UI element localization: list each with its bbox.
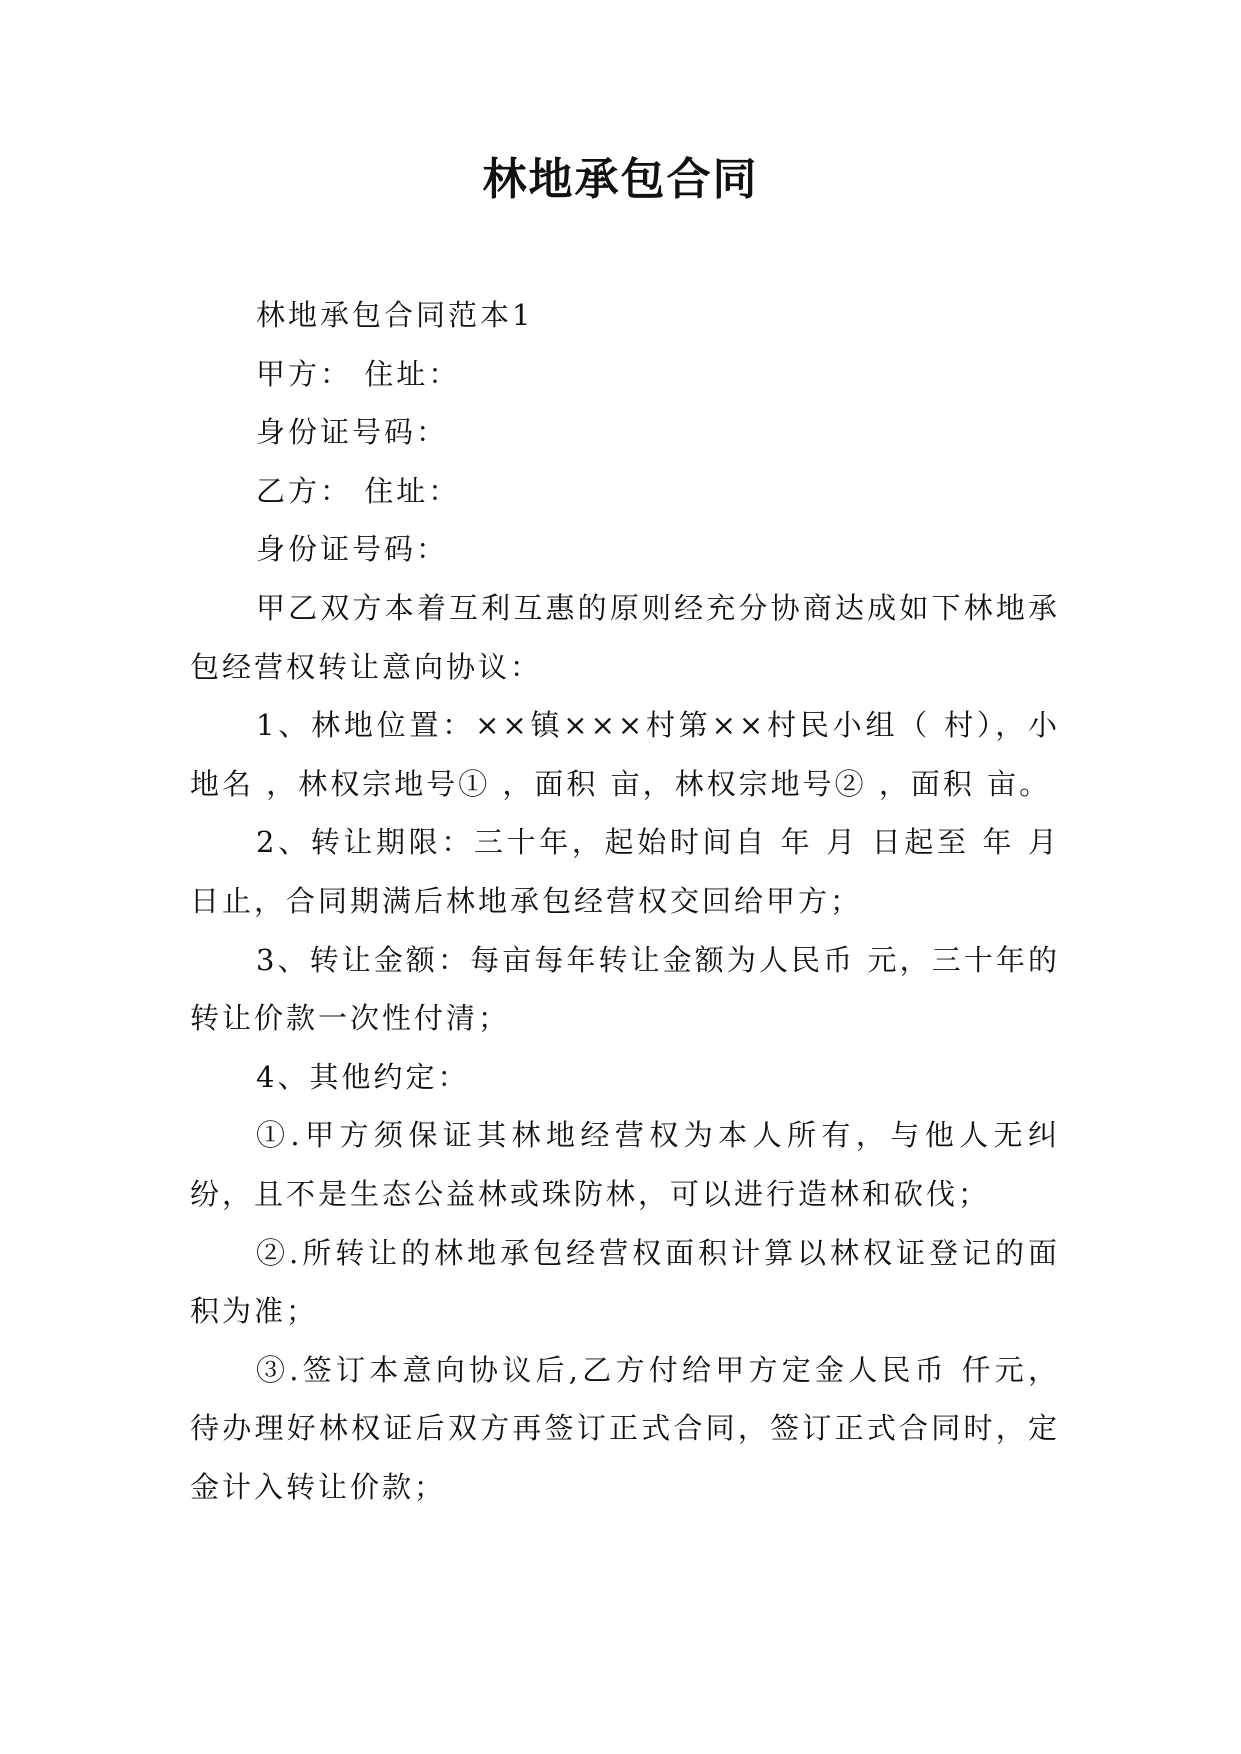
party-b-id-line: 身份证号码： [256, 532, 449, 567]
clause-4-item-1: ①.甲方须保证其林地经营权为本人所有，与他人无纠纷，且不是生态公益林或珠防林，可以进行造林和砍伐； [190, 1118, 1060, 1211]
document-title: 林地承包合同 [482, 154, 759, 205]
clause-3-amount: 3、转让金额：每亩每年转让金额为人民币 元，三十年的转让价款一次性付清； [190, 942, 1060, 1036]
clause-1-location: 1、林地位置：××镇×××村第××村民小组（ 村），小地名 ，林权宗地号① ，面积 亩，林权宗地号② ，面积 亩。 [190, 708, 1060, 801]
clause-2-term: 2、转让期限：三十年，起始时间自 年 月 日起至 年 月 日止，合同期满后林地承包经营权交回给甲方； [190, 825, 1060, 918]
party-a-id-line: 身份证号码： [256, 415, 449, 450]
document-body [190, 286, 1060, 1516]
party-b-line: 乙方： 住址： [256, 473, 461, 508]
template-heading: 林地承包合同范本1 [256, 298, 534, 332]
agreement-intro: 甲乙双方本着互利互惠的原则经充分协商达成如下林地承包经营权转让意向协议： [190, 590, 1060, 684]
clause-4-item-2: ②.所转让的林地承包经营权面积计算以林权证登记的面积为准； [190, 1235, 1060, 1329]
clause-4-heading: 4、其他约定： [256, 1059, 470, 1094]
party-a-line: 甲方： 住址： [256, 356, 461, 391]
clause-4-item-3: ③.签订本意向协议后,乙方付给甲方定金人民币 仟元，待办理好林权证后双方再签订正式合同，签订正式合同时，定金计入转让价款； [190, 1352, 1060, 1504]
